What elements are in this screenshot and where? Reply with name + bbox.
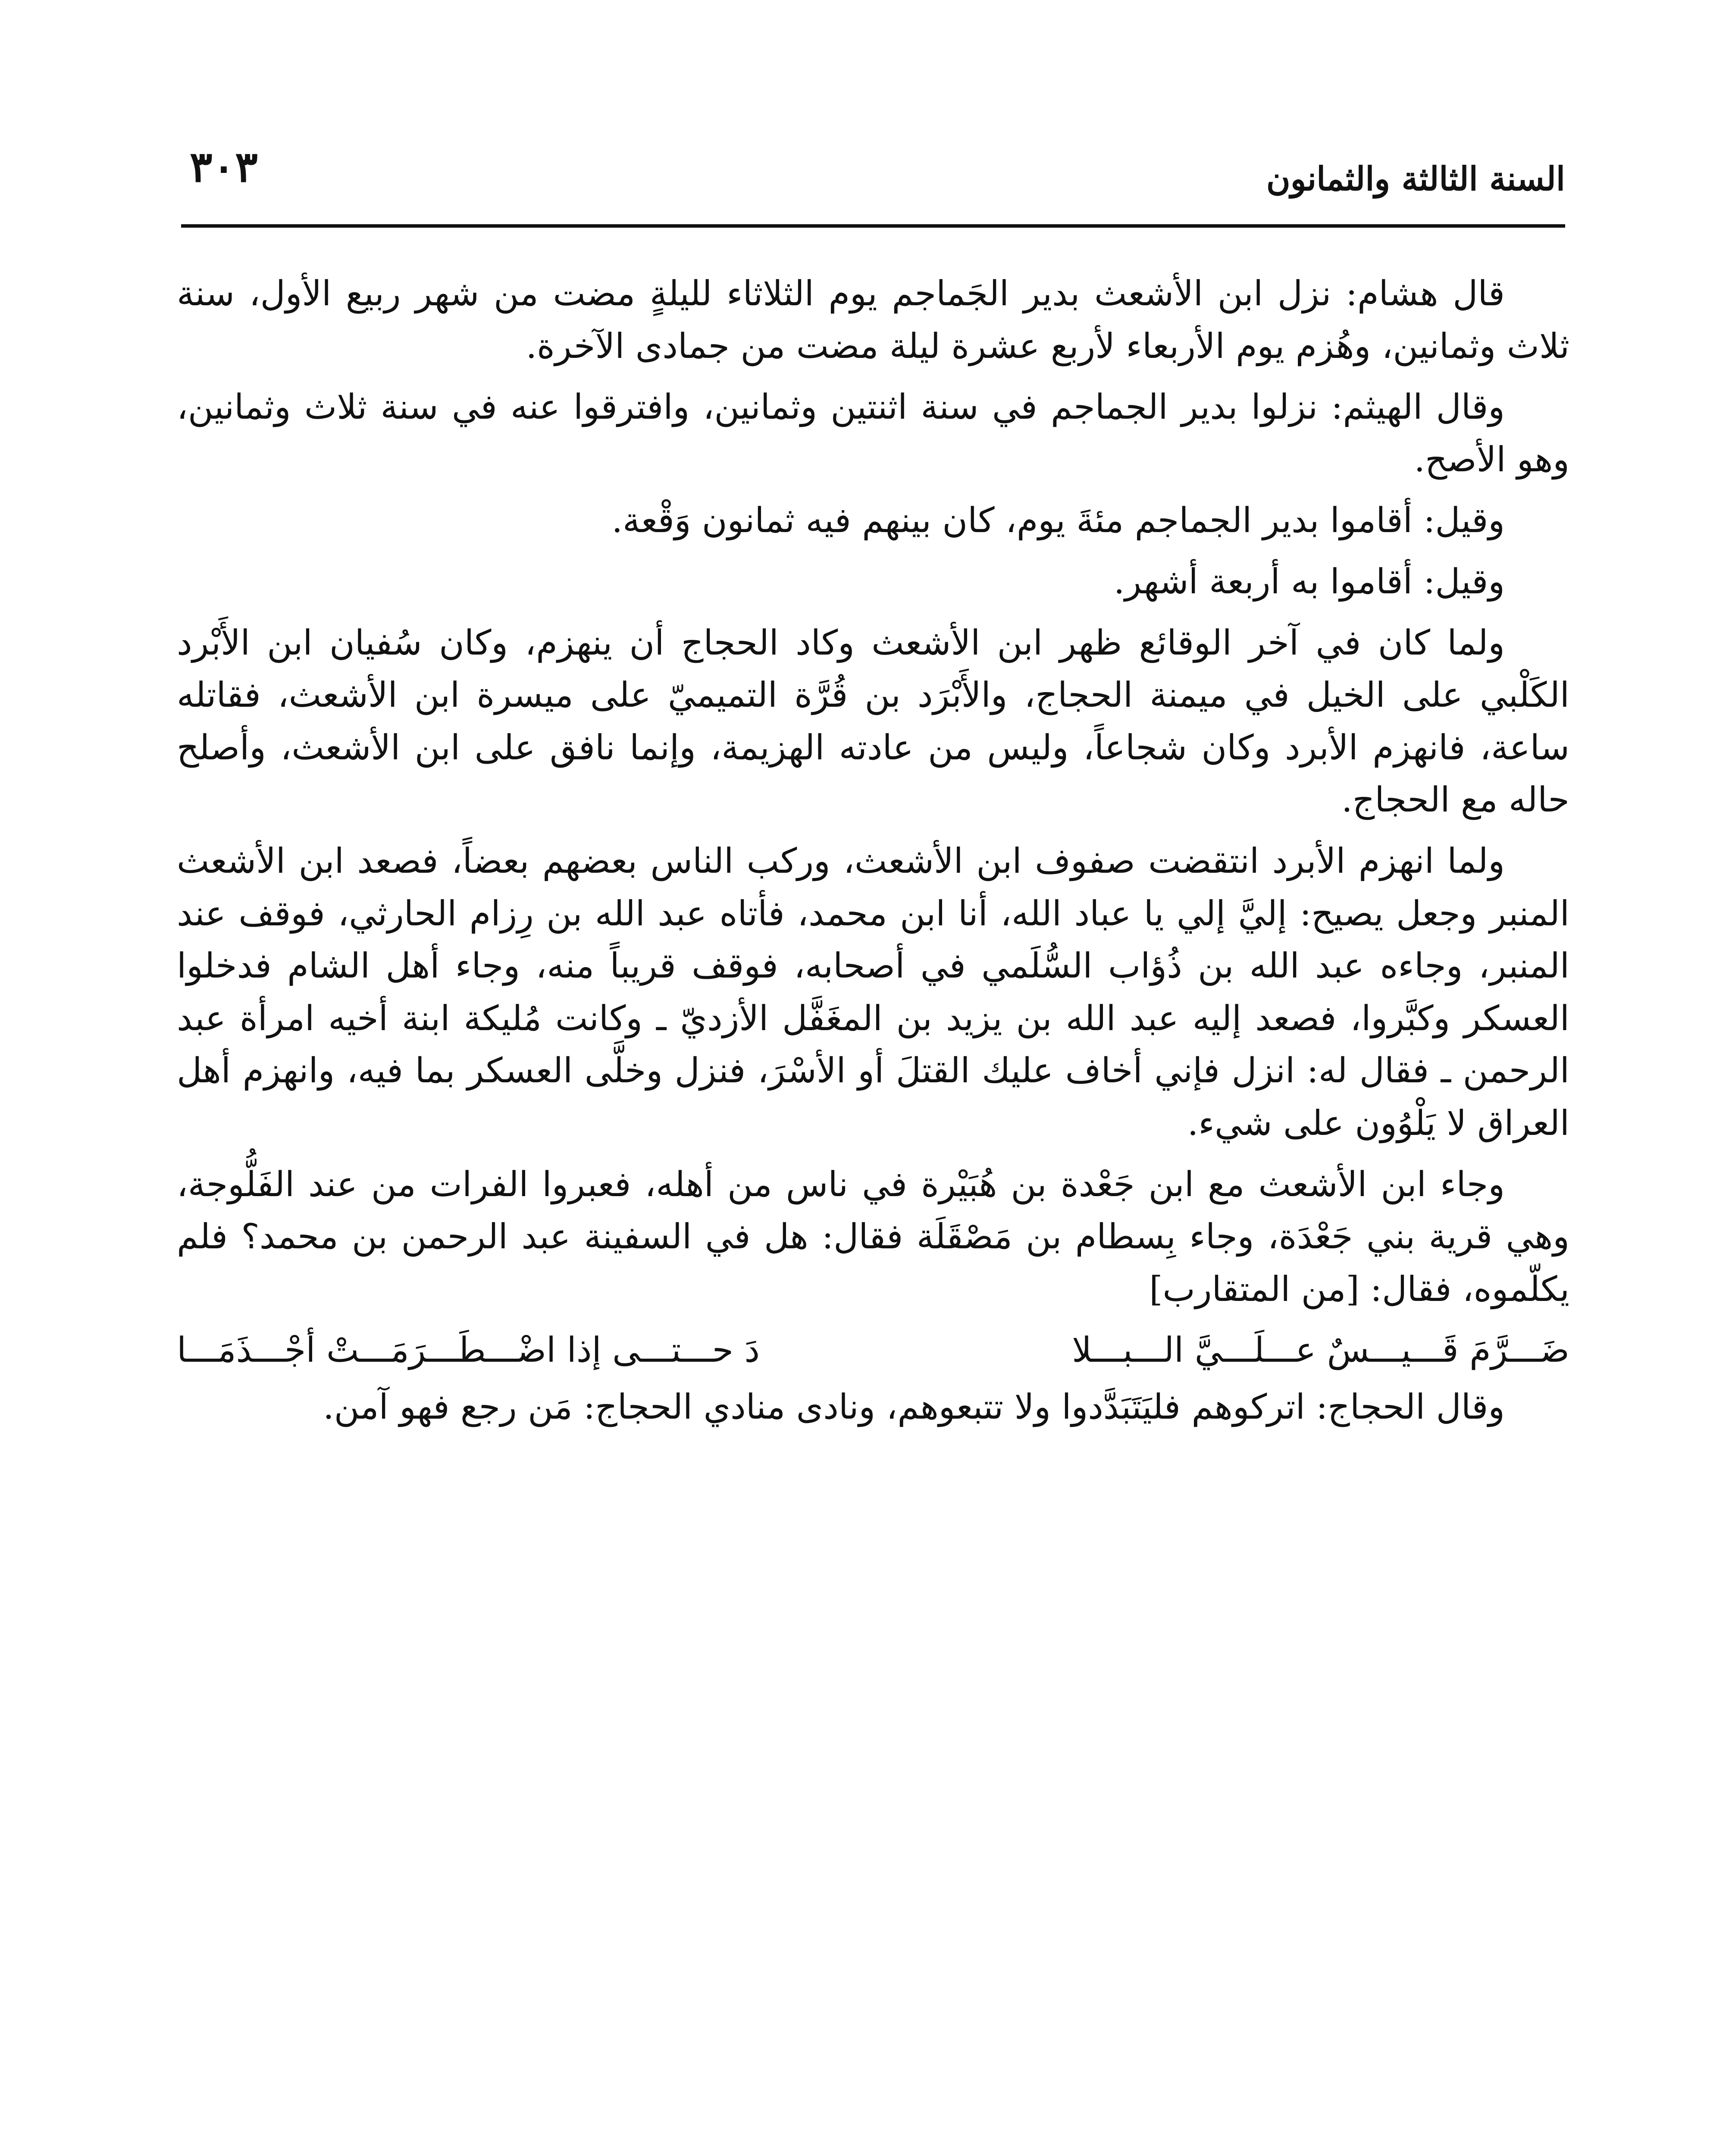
paragraph-closing: وقال الحجاج: اتركوهم فليَتَبَدَّدوا ولا تتبعوهم، ونادى منادي الحجاج: مَن رجع فهو آمن.: [323, 1386, 1505, 1427]
paragraph-rout: ولما انهزم الأبرد انتقضت صفوف ابن الأشعث، وركب الناس بعضهم بعضاً، فصعد ابن الأشعث المنبر وجعل يصيح: إليَّ إلي يا عباد الله، أنا ابن محمد، فأتاه عبد الله بن رِزام الحارثي، فوقف عند المنبر، وجاءه عبد الله بن ذُؤاب السُّلَمي في أصحابه، فوقف قريباً منه، وجاء أهل الشام فدخلوا العسكر وكبَّروا، فصعد إليه عبد الله بن يزيد بن المغَفَّل الأزديّ ـ وكانت مُليكة ابنة أخيه امرأة عبد الرحمن ـ فقال له: انزل فإني أخاف عليك القتلَ أو الأسْرَ، فنزل وخلَّى العسكر بما فيه، وانهزم أهل العراق لا يَلْوُون على شيء.: [177, 840, 1569, 1143]
header-rule: [181, 224, 1565, 228]
paragraph-hundred-days: وقيل: أقاموا بدير الجماجم مئةَ يوم، كان بينهم فيه ثمانون وَقْعة.: [611, 500, 1505, 541]
paragraph-four-months: وقيل: أقاموا به أربعة أشهر.: [1114, 561, 1505, 602]
verse-first-hemistich: ضَـــرَّمَ قَـــيـــسٌ عـــلَـــيَّ الـــبـــلا: [1072, 1330, 1569, 1370]
verse-second-hemistich: دَ حـــتـــى إذا اضْـــطَـــرَمَـــتْ أجْـــذَمَـــا: [177, 1330, 760, 1370]
poetry-verse: [177, 1324, 1569, 1376]
paragraph-euphrates: وجاء ابن الأشعث مع ابن جَعْدة بن هُبَيْرة في ناس من أهله، فعبروا الفرات من عند الفَلُّوجة، وهي قرية بني جَعْدَة، وجاء بِسطام بن مَصْقَلَة فقال: هل في السفينة عبد الرحمن بن محمد؟ فلم يكلّموه، فقال: [من المتقارب]: [177, 1164, 1569, 1309]
page-body: [177, 267, 1569, 1442]
paragraph-haytham: وقال الهيثم: نزلوا بدير الجماجم في سنة اثنتين وثمانين، وافترقوا عنه في سنة ثلاث وثمانين، وهو الأصح.: [177, 387, 1569, 479]
page-header: [181, 142, 1565, 224]
paragraph-last-battle: ولما كان في آخر الوقائع ظهر ابن الأشعث وكاد الحجاج أن ينهزم، وكان سُفيان ابن الأَبْرد الكَلْبي على الخيل في ميمنة الحجاج، والأَبْرَد بن قُرَّة التميميّ على ميسرة ابن الأشعث، فقاتله ساعة، فانهزم الأبرد وكان شجاعاً، وليس من عادته الهزيمة، وإنما نافق على ابن الأشعث، وأصلح حاله مع الحجاج.: [177, 622, 1569, 820]
paragraph-hisham: قال هشام: نزل ابن الأشعث بدير الجَماجم يوم الثلاثاء لليلةٍ مضت من شهر ربيع الأول، سنة ثلاث وثمانين، وهُزم يوم الأربعاء لأربع عشرة ليلة مضت من جمادى الآخرة.: [177, 273, 1569, 366]
page-number: ٣٠٣: [190, 142, 258, 192]
running-title: السنة الثالثة والثمانون: [1266, 160, 1565, 198]
